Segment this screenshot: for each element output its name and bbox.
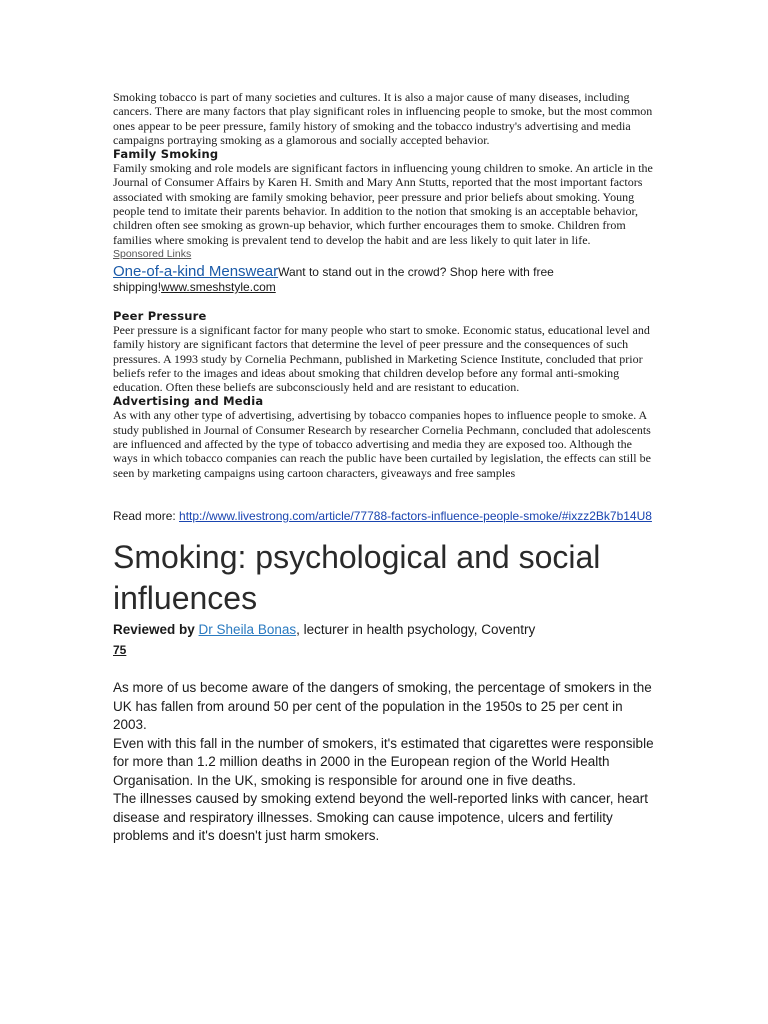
- reviewer-link[interactable]: Dr Sheila Bonas: [198, 622, 297, 638]
- section-heading-peer-pressure: Peer Pressure: [113, 308, 207, 323]
- ad-title-link[interactable]: One-of-a-kind Menswear: [113, 262, 279, 280]
- section-heading-advertising-media: Advertising and Media: [113, 394, 264, 409]
- section-text-advertising-media: As with any other type of advertising, advertising by tobacco companies hopes to influence people to smoke. A study published in Journal of Consumer Research by researcher Cornelia Pechmann, concluded that adolescents are influenced and affected by the type of tobacco advertising and media they are exposed too. Although the ways in which tobacco companies can reach the public have been curtailed by legislation, the effects can still be seen by marketing campaigns using cartoon characters, giveaways and free samples: [113, 408, 651, 480]
- sponsored-ad: [113, 264, 658, 295]
- reviewed-by-label: Reviewed by: [113, 622, 199, 638]
- article-paragraph: The illnesses caused by smoking extend beyond the well-reported links with cancer, heart disease and respiratory illnesses. Smoking can cause impotence, ulcers and fertility problems and it's doesn't just harm smokers.: [113, 791, 649, 844]
- section-heading-family-smoking: Family Smoking: [113, 147, 219, 162]
- section-text-family-smoking: Family smoking and role models are significant factors in influencing young children to smoke. An article in the Journal of Consumer Affairs by Karen H. Smith and Mary Ann Stutts, reported that the most important factors associated with smoking are family smoking behavior, peer pressure and prior beliefs about smoking. Young people tend to imitate their parents behavior. In addition to the notion that smoking is an acceptable behavior, children often see smoking as grown-up behavior, which further encourages them to smoke. Children from families where smoking is prevalent tend to develop the habit and are less likely to quit later in life.: [113, 161, 653, 247]
- section-text-peer-pressure: Peer pressure is a significant factor for many people who start to smoke. Economic status, educational level and family history are significant factors that determine the level of peer pressure and the consequences of such pressures. A 1993 study by Cornelia Pechmann, published in Marketing Science Institute, concluded that prior beliefs refer to the images and ideas about smoking that children develop before any formal anti-smoking education. Often these beliefs are subconsciously held and are resistant to education.: [113, 322, 650, 395]
- read-more-link[interactable]: http://www.livestrong.com/article/77788-factors-influence-people-smoke/#ixzz2Bk7b14U8: [179, 508, 652, 523]
- article-title: Smoking: psychological and social influences: [113, 539, 601, 617]
- reviewed-by-line: [113, 621, 658, 639]
- read-more-label: Read more:: [113, 508, 180, 523]
- ad-url-link[interactable]: www.smeshstyle.com: [161, 279, 276, 294]
- article-paragraph: As more of us become aware of the dangers of smoking, the percentage of smokers in the UK has fallen from around 50 per cent of the population in the 1950s to 25 per cent in 2003.: [113, 680, 652, 733]
- comment-count-link[interactable]: 75: [113, 643, 127, 658]
- article-paragraph: Even with this fall in the number of smokers, it's estimated that cigarettes were responsible for more than 1.2 million deaths in 2000 in the European region of the World Health Organisation. In the UK, smoking is responsible for around one in five deaths.: [113, 735, 654, 788]
- document-page: [113, 90, 658, 846]
- intro-paragraph: Smoking tobacco is part of many societies and cultures. It is also a major cause of many diseases, including cancers. There are many factors that play significant roles in influencing people to smoke, but the most common ones appear to be peer pressure, family history of smoking and the tobacco industry's advertising and media campaigns portraying smoking as a glamorous and socially accepted behavior.: [113, 90, 653, 147]
- ad-text: Want to stand out in the crowd? Shop here with free shipping!: [113, 264, 554, 294]
- read-more: [113, 508, 658, 526]
- sponsored-links-label[interactable]: Sponsored Links: [113, 247, 192, 260]
- reviewer-role: , lecturer in health psychology, Coventry: [296, 622, 536, 638]
